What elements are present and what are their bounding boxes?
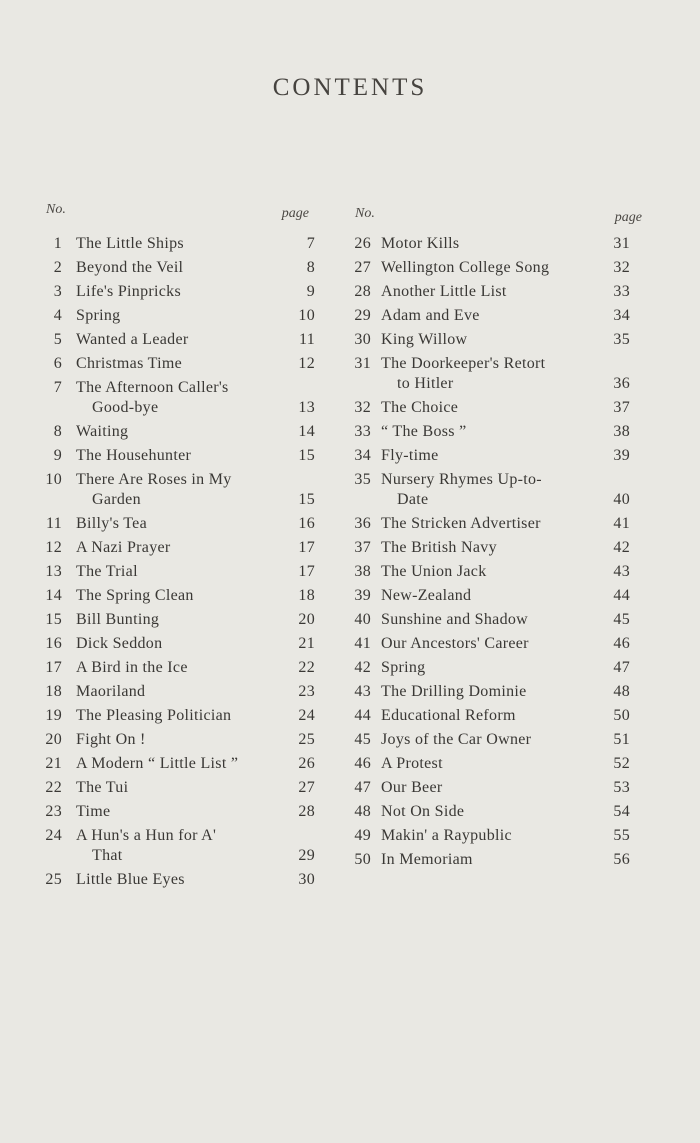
number-header: No. <box>46 202 66 217</box>
entry-title: Maoriland <box>76 683 146 700</box>
entry-title: Little Blue Eyes <box>76 871 185 888</box>
entry-page-number: 15 <box>298 447 315 464</box>
entry-title: The Union Jack <box>381 563 487 580</box>
contents-entry <box>345 826 630 846</box>
contents-entry <box>345 422 630 442</box>
entry-page-number: 26 <box>298 755 315 772</box>
entry-title: Bill Bunting <box>76 611 160 628</box>
contents-entry <box>40 870 315 890</box>
entry-title: The Pleasing Politician <box>76 707 232 724</box>
contents-entry <box>345 778 630 798</box>
entry-page-number: 35 <box>613 331 630 348</box>
entry-number: 46 <box>354 755 371 772</box>
entry-number: 35 <box>354 471 371 488</box>
entry-page-number: 54 <box>613 803 630 820</box>
entry-number: 37 <box>354 539 371 556</box>
entry-page-number: 13 <box>298 399 315 416</box>
entry-page-number: 52 <box>613 755 630 772</box>
entry-number: 34 <box>354 447 371 464</box>
entry-page-number: 40 <box>613 491 630 508</box>
entry-number: 17 <box>45 659 62 676</box>
entry-title: A Modern “ Little List ” <box>76 755 239 772</box>
entry-number: 43 <box>354 683 371 700</box>
entry-number: 2 <box>53 259 62 276</box>
entry-number: 33 <box>354 423 371 440</box>
entry-title: The Little Ships <box>76 235 184 252</box>
entry-page-number: 18 <box>298 587 315 604</box>
contents-entry <box>40 802 315 822</box>
entry-title: Wanted a Leader <box>76 331 189 348</box>
contents-entry <box>40 826 315 866</box>
contents-entry <box>40 754 315 774</box>
entry-title: A Hun's a Hun for A' <box>76 827 217 844</box>
entry-page-number: 20 <box>298 611 315 628</box>
entry-page-number: 27 <box>298 779 315 796</box>
contents-entry <box>40 658 315 678</box>
entry-number: 32 <box>354 399 371 416</box>
entry-number: 41 <box>354 635 371 652</box>
contents-entry <box>40 682 315 702</box>
entry-title: The Afternoon Caller's <box>76 379 229 396</box>
entry-title: Educational Reform <box>381 707 516 724</box>
contents-entry <box>345 610 630 630</box>
entry-page-number: 17 <box>298 563 315 580</box>
entry-page-number: 7 <box>306 235 315 252</box>
entry-number: 4 <box>53 307 62 324</box>
entry-number: 40 <box>354 611 371 628</box>
entry-number: 15 <box>45 611 62 628</box>
entry-page-number: 8 <box>306 259 315 276</box>
entry-number: 3 <box>53 283 62 300</box>
entry-page-number: 10 <box>298 307 315 324</box>
entry-page-number: 38 <box>613 423 630 440</box>
entry-page-number: 34 <box>613 307 630 324</box>
entry-title: The Choice <box>381 399 459 416</box>
entry-page-number: 14 <box>298 423 315 440</box>
entry-page-number: 53 <box>613 779 630 796</box>
entry-number: 7 <box>53 379 62 396</box>
contents-entry <box>40 378 315 418</box>
entry-list-right <box>345 234 630 870</box>
entry-title: Billy's Tea <box>76 515 147 532</box>
entry-number: 24 <box>45 827 62 844</box>
contents-entry <box>345 446 630 466</box>
entry-title: King Willow <box>381 331 468 348</box>
entry-number: 21 <box>45 755 62 772</box>
contents-entry <box>40 258 315 278</box>
entry-page-number: 22 <box>298 659 315 676</box>
entry-page-number: 16 <box>298 515 315 532</box>
entry-title: In Memoriam <box>381 851 473 868</box>
contents-entry <box>40 470 315 510</box>
entry-list-left <box>40 234 315 890</box>
contents-entry <box>345 730 630 750</box>
entry-number: 20 <box>45 731 62 748</box>
entry-number: 42 <box>354 659 371 676</box>
entry-page-number: 43 <box>613 563 630 580</box>
entry-title: “ The Boss ” <box>381 423 467 440</box>
contents-entry <box>40 778 315 798</box>
entry-title: Waiting <box>76 423 129 440</box>
entry-number: 18 <box>45 683 62 700</box>
contents-entry <box>345 754 630 774</box>
entry-title: The Trial <box>76 563 138 580</box>
entry-page-number: 11 <box>298 331 315 348</box>
entry-number: 26 <box>354 235 371 252</box>
entry-page-number: 48 <box>613 683 630 700</box>
entry-number: 5 <box>53 331 62 348</box>
entry-page-number: 25 <box>298 731 315 748</box>
entry-page-number: 28 <box>298 803 315 820</box>
entry-title-continued: Good-bye <box>92 399 159 416</box>
entry-title: Nursery Rhymes Up-to- <box>381 471 542 488</box>
contents-entry <box>345 282 630 302</box>
contents-entry <box>345 354 630 394</box>
contents-entry <box>40 330 315 350</box>
column-header <box>345 200 642 234</box>
entry-number: 48 <box>354 803 371 820</box>
contents-entry <box>40 354 315 374</box>
entry-page-number: 24 <box>298 707 315 724</box>
entry-number: 25 <box>45 871 62 888</box>
contents-entry <box>40 514 315 534</box>
entry-title: Christmas Time <box>76 355 183 372</box>
contents-entry <box>345 398 630 418</box>
contents-entry <box>345 234 630 254</box>
number-header: No. <box>355 206 375 221</box>
entry-title: Joys of the Car Owner <box>381 731 532 748</box>
entry-title: Wellington College Song <box>381 259 550 276</box>
entry-number: 31 <box>354 355 371 372</box>
entry-title-continued: Garden <box>92 491 141 508</box>
entry-page-number: 29 <box>298 847 315 864</box>
contents-entry <box>40 538 315 558</box>
entry-title: There Are Roses in My <box>76 471 232 488</box>
entry-number: 19 <box>45 707 62 724</box>
entry-number: 49 <box>354 827 371 844</box>
entry-title: The Tui <box>76 779 129 796</box>
page-header: page <box>281 206 309 221</box>
entry-number: 8 <box>53 423 62 440</box>
entry-page-number: 30 <box>298 871 315 888</box>
contents-entry <box>40 306 315 326</box>
entry-title: Spring <box>76 307 121 324</box>
entry-title: The British Navy <box>381 539 497 556</box>
entry-number: 22 <box>45 779 62 796</box>
entry-title: Spring <box>381 659 426 676</box>
contents-entry <box>40 282 315 302</box>
entry-page-number: 46 <box>613 635 630 652</box>
entry-number: 29 <box>354 307 371 324</box>
entry-page-number: 55 <box>613 827 630 844</box>
column-header <box>40 200 315 234</box>
entry-page-number: 15 <box>298 491 315 508</box>
entry-page-number: 50 <box>613 707 630 724</box>
entry-page-number: 44 <box>613 587 630 604</box>
page-header: page <box>614 210 642 225</box>
contents-entry <box>40 446 315 466</box>
entry-page-number: 36 <box>613 375 630 392</box>
entry-title: Adam and Eve <box>381 307 480 324</box>
entry-page-number: 47 <box>613 659 630 676</box>
entry-title-continued: That <box>92 847 123 864</box>
entry-number: 30 <box>354 331 371 348</box>
contents-entry <box>40 586 315 606</box>
entry-title-continued: to Hitler <box>397 375 454 392</box>
entry-page-number: 31 <box>613 235 630 252</box>
entry-title: The Stricken Advertiser <box>381 515 541 532</box>
entry-number: 27 <box>354 259 371 276</box>
contents-entry <box>40 422 315 442</box>
entry-number: 6 <box>53 355 62 372</box>
entry-title: Sunshine and Shadow <box>381 611 529 628</box>
contents-entry <box>345 634 630 654</box>
entry-number: 9 <box>53 447 62 464</box>
entry-page-number: 21 <box>298 635 315 652</box>
contents-entry <box>345 682 630 702</box>
entry-title: Time <box>76 803 111 820</box>
contents-entry <box>40 562 315 582</box>
contents-entry <box>345 850 630 870</box>
entry-page-number: 56 <box>613 851 630 868</box>
entry-page-number: 23 <box>298 683 315 700</box>
entry-number: 13 <box>45 563 62 580</box>
entry-number: 36 <box>354 515 371 532</box>
entry-page-number: 32 <box>613 259 630 276</box>
entry-page-number: 37 <box>613 399 630 416</box>
entry-title-continued: Date <box>397 491 429 508</box>
entry-title: Not On Side <box>381 803 465 820</box>
entry-number: 16 <box>45 635 62 652</box>
contents-entry <box>345 470 630 510</box>
entry-title: The Househunter <box>76 447 192 464</box>
entry-title: Our Ancestors' Career <box>381 635 529 652</box>
entry-page-number: 17 <box>298 539 315 556</box>
contents-entry <box>40 730 315 750</box>
contents-entry <box>40 634 315 654</box>
contents-entry <box>345 258 630 278</box>
entry-page-number: 42 <box>613 539 630 556</box>
contents-entry <box>345 330 630 350</box>
contents-entry <box>345 306 630 326</box>
entry-title: Dick Seddon <box>76 635 163 652</box>
entry-number: 28 <box>354 283 371 300</box>
entry-title: The Spring Clean <box>76 587 194 604</box>
contents-column-left <box>40 200 315 894</box>
contents-column-right <box>345 200 642 874</box>
entry-number: 45 <box>354 731 371 748</box>
entry-number: 10 <box>45 471 62 488</box>
entry-page-number: 51 <box>613 731 630 748</box>
entry-title: Another Little List <box>381 283 507 300</box>
entry-number: 11 <box>45 515 62 532</box>
entry-title: Life's Pinpricks <box>76 283 182 300</box>
entry-page-number: 45 <box>613 611 630 628</box>
contents-entry <box>345 514 630 534</box>
contents-entry <box>345 538 630 558</box>
entry-title: Makin' a Raypublic <box>381 827 512 844</box>
entry-title: Motor Kills <box>381 235 460 252</box>
contents-entry <box>345 802 630 822</box>
contents-entry <box>345 658 630 678</box>
entry-title: New-Zealand <box>381 587 472 604</box>
entry-number: 23 <box>45 803 62 820</box>
entry-number: 12 <box>45 539 62 556</box>
entry-page-number: 12 <box>298 355 315 372</box>
entry-title: A Protest <box>381 755 443 772</box>
entry-number: 44 <box>354 707 371 724</box>
contents-entry <box>40 234 315 254</box>
entry-number: 39 <box>354 587 371 604</box>
entry-title: The Doorkeeper's Retort <box>381 355 546 372</box>
entry-title: The Drilling Dominie <box>381 683 527 700</box>
entry-page-number: 9 <box>306 283 315 300</box>
entry-number: 47 <box>354 779 371 796</box>
entry-page-number: 41 <box>613 515 630 532</box>
page-title: CONTENTS <box>272 74 428 101</box>
entry-title: Fight On ! <box>76 731 146 748</box>
entry-page-number: 39 <box>613 447 630 464</box>
contents-entry <box>40 610 315 630</box>
contents-entry <box>345 706 630 726</box>
entry-title: A Nazi Prayer <box>76 539 171 556</box>
contents-entry <box>345 562 630 582</box>
entry-number: 38 <box>354 563 371 580</box>
entry-number: 14 <box>45 587 62 604</box>
entry-title: A Bird in the Ice <box>76 659 188 676</box>
entry-page-number: 33 <box>613 283 630 300</box>
contents-entry <box>40 706 315 726</box>
entry-number: 50 <box>354 851 371 868</box>
entry-title: Fly-time <box>381 447 439 464</box>
entry-title: Our Beer <box>381 779 443 796</box>
entry-title: Beyond the Veil <box>76 259 184 276</box>
contents-entry <box>345 586 630 606</box>
entry-number: 1 <box>53 235 62 252</box>
